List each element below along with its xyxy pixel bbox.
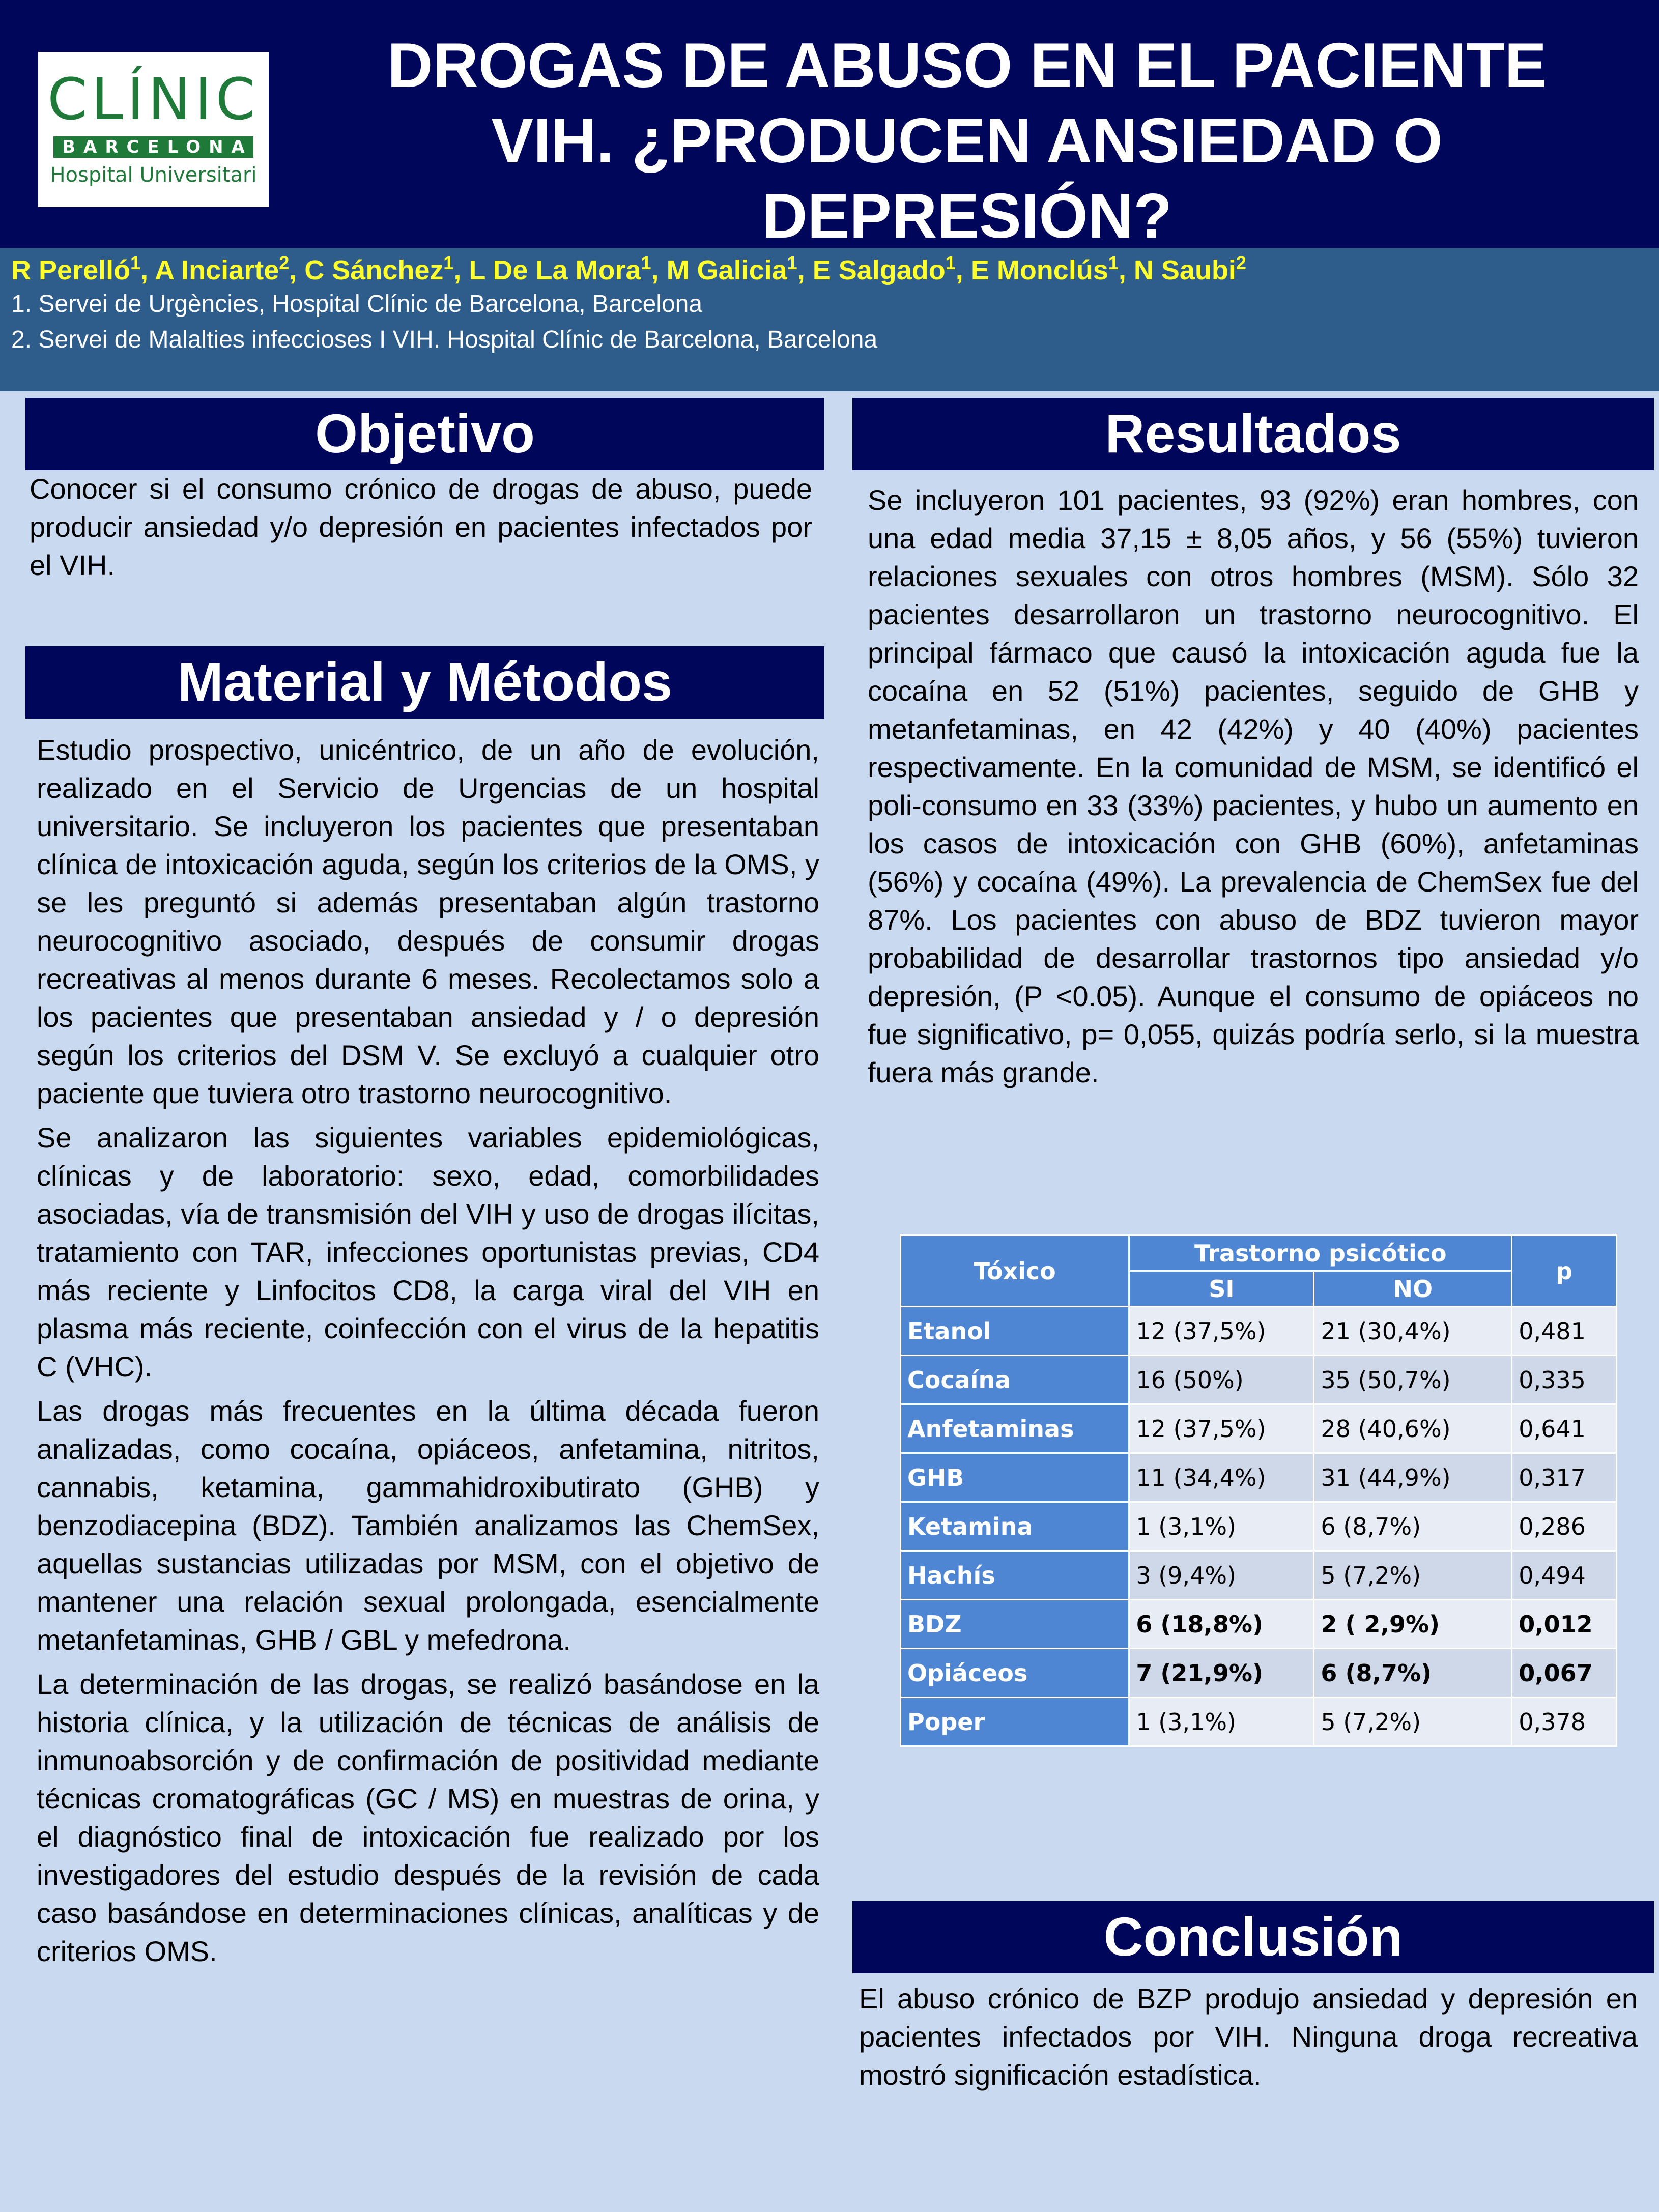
- results-table: [900, 1234, 1617, 1747]
- cell-no: 6 (8,7%): [1314, 1649, 1512, 1698]
- cell-no: 6 (8,7%): [1314, 1502, 1512, 1551]
- cell-p: 0,067: [1512, 1649, 1617, 1698]
- cell-si: 1 (3,1%): [1129, 1698, 1314, 1746]
- cell-p: 0,012: [1512, 1600, 1617, 1649]
- column-header-toxico: Tóxico: [901, 1236, 1129, 1307]
- metodos-paragraph: La determinación de las drogas, se realizó basándose en la historia clínica, y la utilización de técnicas de análisis de inmunoabsorción y de confirmación de positividad mediante técnicas cromatográficas (GC / MS) en muestras de orina, y el diagnóstico final de intoxicación fue realizado por los investigadores del estudio después de la revisión de cada caso basándose en determinaciones clínicas, analíticas y de criterios OMS.: [37, 1668, 819, 1967]
- cell-p: 0,378: [1512, 1698, 1617, 1746]
- logo-city: BARCELONA: [53, 136, 253, 158]
- cell-p: 0,641: [1512, 1404, 1617, 1453]
- author-name: N Saubi: [1133, 255, 1236, 285]
- affiliation-2: 2. Servei de Malalties infeccioses I VIH. Hospital Clínic de Barcelona, Barcelona: [11, 326, 878, 353]
- poster-header: [0, 0, 1659, 353]
- row-toxico: Cocaína: [901, 1356, 1129, 1404]
- cell-no: 5 (7,2%): [1314, 1698, 1512, 1746]
- author-list: R Perelló$^1$, A Inciarte$^2$, C Sánchez$^1$, L De La Mora$^1$, M Galicia$^1$, E Salgado$^1$, E Monclús$^1$, N Saubi$^2$: [11, 252, 1246, 285]
- cell-p: 0,317: [1512, 1453, 1617, 1502]
- metodos-section: [37, 731, 819, 1976]
- table-row: [901, 1356, 1617, 1404]
- row-toxico: BDZ: [901, 1600, 1129, 1649]
- table-body: [901, 1307, 1617, 1746]
- author-name: E Monclús: [970, 255, 1108, 285]
- cell-si: 3 (9,4%): [1129, 1551, 1314, 1600]
- author-name: M Galicia: [666, 255, 787, 285]
- metodos-heading: Material y Métodos: [25, 646, 824, 719]
- conclusion-text: El abuso crónico de BZP produjo ansiedad y depresión en pacientes infectados por VIH. Ninguna droga recreativa mostró significación estadística.: [859, 1983, 1638, 2091]
- author-affiliation-mark: 1: [443, 252, 454, 273]
- column-header-group: Trastorno psicótico: [1129, 1236, 1512, 1271]
- row-toxico: Etanol: [901, 1307, 1129, 1356]
- metodos-paragraph: Las drogas más frecuentes en la última década fueron analizadas, como cocaína, opiáceos, anfetamina, nitritos, cannabis, ketamina, gammahidroxibutirato (GHB) y benzodiacepina (BDZ). También analizamos las ChemSex, aquellas sustancias utilizadas por MSM, con el objetivo de mantener una relación sexual prolongada, esencialmente metanfetaminas, GHB / GBL y mefedrona.: [37, 1395, 819, 1656]
- cell-si: 12 (37,5%): [1129, 1307, 1314, 1356]
- cell-no: 21 (30,4%): [1314, 1307, 1512, 1356]
- author-affiliation-mark: 1: [641, 252, 651, 273]
- author-affiliation-mark: 2: [279, 252, 290, 273]
- table-row: [901, 1502, 1617, 1551]
- metodos-paragraph: Estudio prospectivo, unicéntrico, de un año de evolución, realizado en el Servicio de Urgencias de un hospital universitario. Se incluyeron los pacientes que presentaban clínica de intoxicación aguda, según los criterios de la OMS, y se les preguntó si además presentaban algún trastorno neurocognitivo asociado, después de consumir drogas recreativas al menos durante 6 meses. Recolectamos solo a los pacientes que presentaban ansiedad y / o depresión según los criterios del DSM V. Se excluyó a cualquier otro paciente que tuviera otro trastorno neurocognitivo.: [37, 734, 819, 1109]
- author-affiliation-mark: 1: [1108, 252, 1119, 273]
- row-toxico: Poper: [901, 1698, 1129, 1746]
- cell-no: 5 (7,2%): [1314, 1551, 1512, 1600]
- row-toxico: GHB: [901, 1453, 1129, 1502]
- cell-p: 0,335: [1512, 1356, 1617, 1404]
- cell-no: 31 (44,9%): [1314, 1453, 1512, 1502]
- logo-subtitle: Hospital Universitari: [50, 163, 257, 187]
- author-name: E Salgado: [812, 255, 946, 285]
- author-affiliation-mark: 1: [945, 252, 956, 273]
- metodos-paragraph: Se analizaron las siguientes variables epidemiológicas, clínicas y de laboratorio: sexo, edad, comorbilidades asociadas, vía de transmisión del VIH y uso de drogas ilícitas, tratamiento con TAR, infecciones oportunistas previas, CD4 más reciente y Linfocitos CD8, la carga viral del VIH en plasma más reciente, coinfección con el virus de la hepatitis C (VHC).: [37, 1122, 819, 1383]
- row-toxico: Anfetaminas: [901, 1404, 1129, 1453]
- table-row: [901, 1307, 1617, 1356]
- table-row: [901, 1404, 1617, 1453]
- author-name: A Inciarte: [155, 255, 279, 285]
- cell-si: 6 (18,8%): [1129, 1600, 1314, 1649]
- cell-p: 0,286: [1512, 1502, 1617, 1551]
- cell-p: 0,481: [1512, 1307, 1617, 1356]
- author-affiliation-mark: 1: [130, 252, 141, 273]
- column-header-no: NO: [1314, 1271, 1512, 1307]
- cell-no: 35 (50,7%): [1314, 1356, 1512, 1404]
- objetivo-heading: Objetivo: [25, 398, 824, 470]
- conclusion-heading: Conclusión: [852, 1901, 1654, 1973]
- table-row: [901, 1649, 1617, 1698]
- table-row: [901, 1453, 1617, 1502]
- resultados-text: Se incluyeron 101 pacientes, 93 (92%) eran hombres, con una edad media 37,15 ± 8,05 años, y 56 (55%) tuvieron relaciones sexuales con otros hombres (MSM). Sólo 32 pacientes desarrollaron un trastorno neurocognitivo. El principal fármaco que causó la intoxicación aguda fue la cocaína en 52 (51%) pacientes, seguido de GHB y metanfetaminas, en 42 (42%) y 40 (40%) pacientes respectivamente. En la comunidad de MSM, se identificó el poli-consumo en 33 (33%) pacientes, y hubo un aumento en los casos de intoxicación con GHB (60%), anfetaminas (56%) y cocaína (49%). La prevalencia de ChemSex fue del 87%. Los pacientes con abuso de BDZ tuvieron mayor probabilidad de desarrollar trastornos tipo ansiedad y/o depresión, (P <0.05). Aunque el consumo de opiáceos no fue significativo, p= 0,055, quizás podría serlo, si la muestra fuera más grande.: [868, 484, 1639, 1088]
- cell-no: 28 (40,6%): [1314, 1404, 1512, 1453]
- cell-no: 2 ( 2,9%): [1314, 1600, 1512, 1649]
- poster-title: DROGAS DE ABUSO EN EL PACIENTE VIH. ¿PRODUCEN ANSIEDAD O DEPRESIÓN?: [387, 31, 1547, 251]
- objetivo-text: Conocer si el consumo crónico de drogas de abuso, puede producir ansiedad y/o depresión en pacientes infectados por el VIH.: [30, 473, 812, 581]
- author-name: R Perelló: [11, 255, 131, 285]
- table-row: [901, 1551, 1617, 1600]
- row-toxico: Hachís: [901, 1551, 1129, 1600]
- resultados-heading: Resultados: [852, 398, 1654, 470]
- table-header-row: [901, 1236, 1617, 1271]
- author-name: C Sánchez: [304, 255, 444, 285]
- row-toxico: Opiáceos: [901, 1649, 1129, 1698]
- table-row: [901, 1600, 1617, 1649]
- row-toxico: Ketamina: [901, 1502, 1129, 1551]
- logo-name: CLÍNIC: [47, 67, 260, 133]
- cell-si: 11 (34,4%): [1129, 1453, 1314, 1502]
- column-header-p: p: [1512, 1236, 1617, 1307]
- cell-si: 16 (50%): [1129, 1356, 1314, 1404]
- author-affiliation-mark: 1: [787, 252, 797, 273]
- cell-si: 1 (3,1%): [1129, 1502, 1314, 1551]
- cell-si: 12 (37,5%): [1129, 1404, 1314, 1453]
- column-header-si: SI: [1129, 1271, 1314, 1307]
- cell-p: 0,494: [1512, 1551, 1617, 1600]
- hospital-logo: [38, 52, 269, 207]
- author-affiliation-mark: 2: [1236, 252, 1246, 273]
- affiliation-1: 1. Servei de Urgències, Hospital Clínic de Barcelona, Barcelona: [11, 291, 703, 318]
- table-row: [901, 1698, 1617, 1746]
- cell-si: 7 (21,9%): [1129, 1649, 1314, 1698]
- table-head: [901, 1236, 1617, 1307]
- author-name: L De La Mora: [469, 255, 641, 285]
